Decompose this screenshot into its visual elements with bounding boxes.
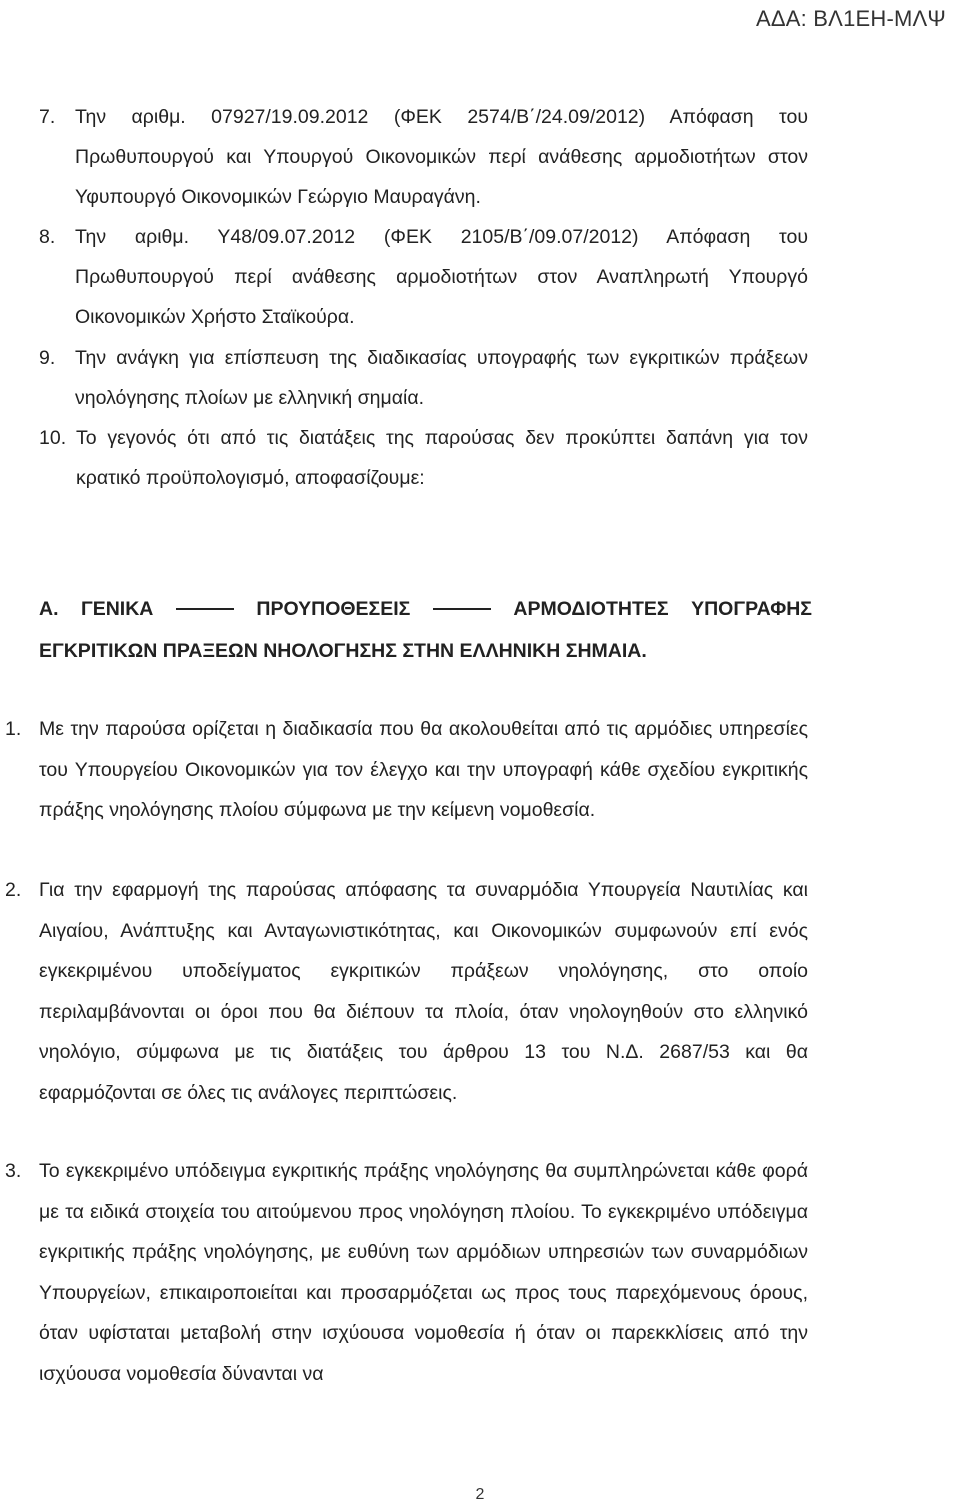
list-item-10 [39, 418, 808, 498]
page-number: 2 [475, 1486, 485, 1503]
list-item-number: 7. [39, 106, 56, 128]
list-item-text: Την ανάγκη για επίσπευση της διαδικασίας υπογραφής των εγκριτικών πράξεων νηολόγησης πλοίων με ελληνική σημαία. [75, 347, 808, 409]
section-letter: Α. [39, 598, 59, 620]
paragraph-text: Το εγκεκριμένο υπόδειγμα εγκριτικής πράξης νηολόγησης θα συμπληρώνεται κάθε φορά με τα ειδικά στοιχεία του αιτούμενου προς νηολόγηση πλοίου. Το εγκεκριμένο υπόδειγμα εγκριτικής πράξης νηολόγησης, με ευθύνη των αρμόδιων υπηρεσιών των συναρμόδιων Υπουργείων, επικαιροποιείται και προσαρμόζεται ως προς τους παρεχόμενους όρους, όταν υφίσταται μεταβολή στην ισχύουσα νομοθεσία ή όταν οι παρεκκλίσεις από την ισχύουσα νομοθεσία δύνανται να [39, 1160, 808, 1385]
list-item-8 [39, 217, 808, 337]
em-dash-icon [176, 608, 234, 610]
list-item-text: Την αριθμ. 07927/19.09.2012 (ΦΕΚ 2574/Β΄/24.09/2012) Απόφαση του Πρωθυπουργού και Υπουργού Οικονομικών περί ανάθεσης αρμοδιοτήτων στον Υφυπουργό Οικονομικών Γεώργιο Μαυραγάνη. [75, 106, 808, 208]
section-heading [39, 588, 812, 672]
paragraph-1: 1. Με την παρούσα ορίζεται η διαδικασία που θα ακολουθείται από τις αρμόδιες υπηρεσίες του Υπουργείου Οικονομικών για τον έλεγχο και την υπογραφή κάθε σχεδίου εγκριτικής πράξης νηολόγησης πλοίου σύμφωνα με την κείμενη νομοθεσία. [5, 718, 808, 821]
list-item-text: Την αριθμ. Υ48/09.07.2012 (ΦΕΚ 2105/Β΄/09.07/2012) Απόφαση του Πρωθυπουργού περί ανάθεσης αρμοδιοτήτων στον Αναπληρωτή Υπουργό Οικονομικών Χρήστο Σταϊκούρα. [75, 226, 808, 328]
section-word: ΠΡΟΥΠΟΘΕΣΕΙΣ [256, 598, 411, 620]
list-item-number: 8. [39, 226, 56, 248]
list-item-7 [39, 97, 808, 217]
paragraph-3: 3. Το εγκεκριμένο υπόδειγμα εγκριτικής πράξης νηολόγησης θα συμπληρώνεται κάθε φορά με τα ειδικά στοιχεία του αιτούμενου προς νηολόγηση πλοίου. Το εγκεκριμένο υπόδειγμα εγκριτικής πράξης νηολόγησης, με ευθύνη των αρμόδιων υπηρεσιών των συναρμόδιων Υπουργείων, επικαιροποιείται και προσαρμόζεται ως προς τους παρεχόμενους όρους, όταν υφίσταται μεταβολή στην ισχύουσα νομοθεσία ή όταν οι παρεκκλίσεις από την ισχύουσα νομοθεσία δύνανται να [5, 1160, 808, 1385]
list-item-text: Το γεγονός ότι από τις διατάξεις της παρούσας δεν προκύπτει δαπάνη για τον κρατικό προϋπολογισμό, αποφασίζουμε: [76, 427, 808, 489]
section-heading-line2: ΕΓΚΡΙΤΙΚΩΝ ΠΡΑΞΕΩΝ ΝΗΟΛΟΓΗΣΗΣ ΣΤΗΝ ΕΛΛΗΝΙΚΗ ΣΗΜΑΙΑ. [39, 640, 647, 662]
paragraph-2: 2. Για την εφαρμογή της παρούσας απόφασης τα συναρμόδια Υπουργεία Ναυτιλίας και Αιγαίου, Ανάπτυξης και Ανταγωνιστικότητας, και Οικονομικών συμφωνούν επί ενός εγκεκριμένου υποδείγματος εγκριτικών πράξεων νηολόγησης, στο οποίο περιλαμβάνονται οι όροι που θα διέπουν τα πλοία, όταν νηολογηθούν στο ελληνικό νηολόγιο, σύμφωνα με τις διατάξεις του άρθρου 13 του Ν.Δ. 2687/53 και θα εφαρμόζονται σε όλες τις ανάλογες περιπτώσεις. [5, 879, 808, 1104]
list-item-9 [39, 338, 808, 418]
section-word: ΥΠΟΓΡΑΦΗΣ [691, 598, 812, 620]
list-item-number: 9. [39, 347, 56, 369]
paragraph-text: Με την παρούσα ορίζεται η διαδικασία που θα ακολουθείται από τις αρμόδιες υπηρεσίες του Υπουργείου Οικονομικών για τον έλεγχο και την υπογραφή κάθε σχεδίου εγκριτικής πράξης νηολόγησης πλοίου σύμφωνα με την κείμενη νομοθεσία. [39, 718, 808, 821]
em-dash-icon [433, 608, 491, 610]
ada-code: ΑΔΑ: ΒΛ1ΕΗ-ΜΛΨ [756, 6, 946, 31]
list-item-number: 10. [39, 427, 67, 449]
section-word: ΓΕΝΙΚΑ [81, 598, 154, 620]
section-heading-line1 [39, 588, 812, 630]
section-word: ΑΡΜΟΔΙΟΤΗΤΕΣ [513, 598, 669, 620]
paragraph-text: Για την εφαρμογή της παρούσας απόφασης τα συναρμόδια Υπουργεία Ναυτιλίας και Αιγαίου, Ανάπτυξης και Ανταγωνιστικότητας, και Οικονομικών συμφωνούν επί ενός εγκεκριμένου υποδείγματος εγκριτικών πράξεων νηολόγησης, στο οποίο περιλαμβάνονται οι όροι που θα διέπουν τα πλοία, όταν νηολογηθούν στο ελληνικό νηολόγιο, σύμφωνα με τις διατάξεις του άρθρου 13 του Ν.Δ. 2687/53 και θα εφαρμόζονται σε όλες τις ανάλογες περιπτώσεις. [39, 879, 808, 1104]
